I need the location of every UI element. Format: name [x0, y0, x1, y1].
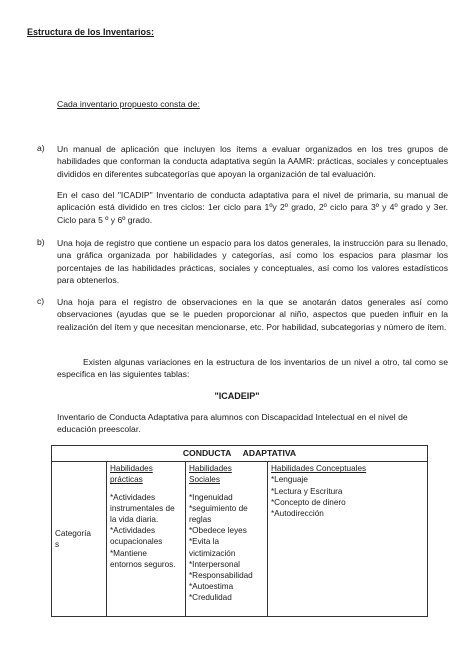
item-b-text: Una hoja de registro que contiene un espacio para los datos generales, la instrucción para su llenado, una gráfica organizada por habilidades y categorías, así como los espacios para plasmar los porcentajes de las habilidades prácticas, sociales y conceptuales, así como los valores estadísticos para obtenerlos. — [57, 238, 448, 286]
row-label-line2: s — [55, 540, 60, 550]
adaptive-behavior-table — [51, 445, 428, 617]
social-heading-1: Habilidades — [189, 464, 232, 474]
item-b-marker: b) — [37, 237, 45, 247]
table-row — [52, 462, 428, 617]
list-item: *Responsabilidad — [189, 571, 253, 581]
item-c-text: Una hoja para el registro de observaciones en la que se anotarán datos generales así como observaciones (ayudas que se le pueden proporcionar al niño, aspectos que pueden influir en la realización del ítem y que necesitan mencionarse, etc. Por habilidad, subcategorias y número de ítem. — [57, 297, 448, 332]
list-item: *Autoestima — [189, 582, 234, 592]
social-skills-cell — [186, 462, 268, 617]
list-item: ocupacionales — [110, 537, 163, 547]
item-a-text: Un manual de aplicación que incluyen los ítems a evaluar organizados en los tres grupos de habilidades que conforman la conducta adaptativa según la AAMR: prácticas, sociales y conceptuales divididos en diferentes subcategorías que apoyan la organización de tal evaluación. — [57, 144, 448, 179]
list-item: instrumentales de — [110, 503, 175, 513]
conceptual-heading-1: Habilidades Conceptuales — [271, 464, 367, 474]
item-c-marker: c) — [37, 296, 45, 306]
practical-heading-2: prácticas — [110, 475, 143, 485]
practical-skills-cell — [107, 462, 186, 617]
table-header-row — [52, 446, 428, 462]
list-item: *Evita la — [189, 537, 220, 547]
list-item: *Obedece leyes — [189, 526, 247, 536]
practical-heading-1: Habilidades — [110, 464, 153, 474]
row-label-cell — [52, 462, 107, 617]
conceptual-skills-cell — [268, 462, 428, 617]
list-item: *Concepto de dinero — [271, 497, 346, 507]
list-item: *Interpersonal — [189, 559, 240, 569]
table-header: CONDUCTA ADAPTATIVA — [52, 446, 428, 462]
list-item: la vida diaria. — [110, 515, 159, 525]
list-item: *seguimiento de — [189, 503, 248, 513]
social-heading-2: Sociales — [189, 475, 220, 485]
list-item: reglas — [189, 515, 212, 525]
item-a-icadip-text: En el caso del "ICADIP" Inventario de conducta adaptativa para el nivel de primaria, su manual de aplicación está dividido en tres ciclos: 1er ciclo para 1ºy 2º grado, 2º ciclo para 3º y 4º grado y 3er. Ciclo para 5 º y 6º grado. — [57, 190, 448, 225]
variations-paragraph: Existen algunas variaciones en la estructura de los inventarios de un nivel a otro, tal como se especifica en las siguientes tablas: — [57, 357, 448, 380]
list-item: *Actividades — [110, 526, 156, 536]
list-item: *Autodirección — [271, 509, 324, 519]
section-description: Inventario de Conducta Adaptativa para alumnos con Discapacidad Intelectual en el nivel de educación preescolar. — [57, 412, 408, 435]
list-item: victimización — [189, 548, 236, 558]
row-label-line1: Categoría — [55, 529, 91, 538]
item-a-marker: a) — [37, 143, 45, 153]
list-item: *Mantiene — [110, 548, 147, 558]
list-item: *Actividades — [110, 492, 156, 502]
list-item: *Ingenuidad — [189, 492, 233, 502]
document-title: Estructura de los Inventarios: — [27, 27, 155, 37]
list-item: *Credulidad — [189, 593, 232, 603]
list-item: entornos seguros. — [110, 559, 176, 569]
intro-line: Cada inventario propuesto consta de: — [57, 99, 200, 109]
section-title: "ICADEIP" — [214, 391, 260, 401]
list-item: *Lenguaje — [271, 475, 308, 485]
list-item: *Lectura y Escritura — [271, 486, 343, 496]
